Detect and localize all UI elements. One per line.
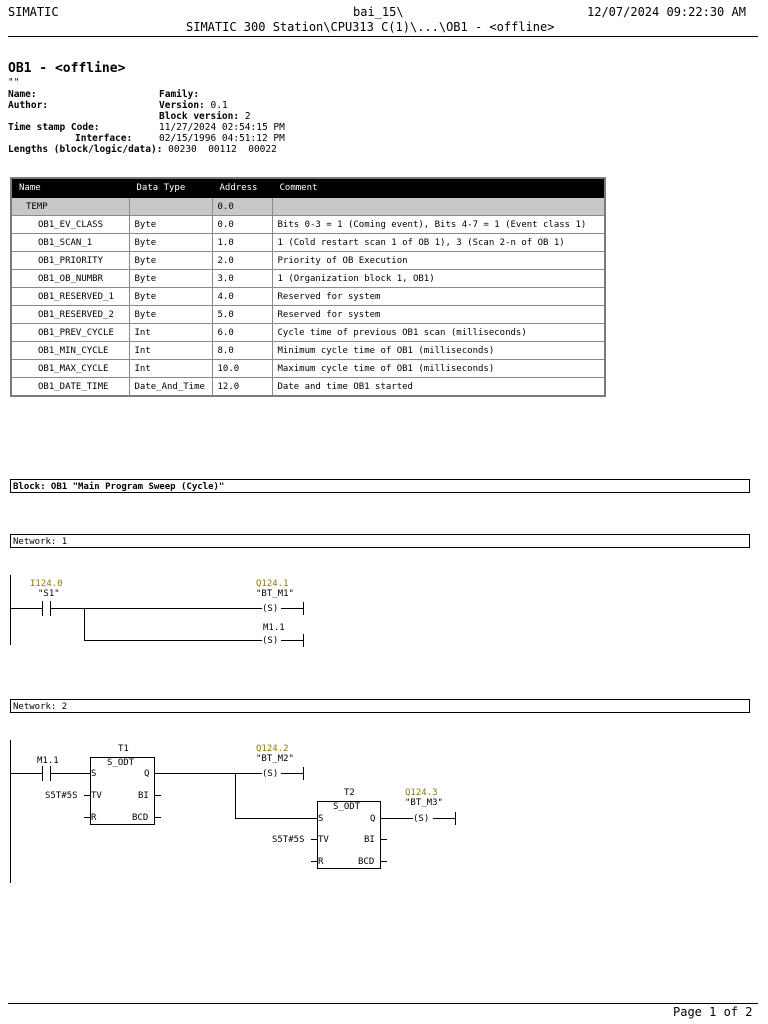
name-label: Name: xyxy=(8,89,37,100)
cell-comment xyxy=(272,198,605,216)
timestamp-label: Time stamp Code: xyxy=(8,122,100,133)
cell-address: 6.0 xyxy=(212,324,272,342)
t1-pin-bi: BI xyxy=(138,791,149,801)
network-2-ladder xyxy=(0,735,768,885)
cell-datatype: Byte xyxy=(129,270,212,288)
cell-address: 12.0 xyxy=(212,378,272,397)
cell-comment: 1 (Organization block 1, OB1) xyxy=(272,270,605,288)
t2-pin-bi: BI xyxy=(364,835,375,845)
lengths-value: 00230 00112 00022 xyxy=(168,144,277,155)
interface-label: Interface: xyxy=(75,133,133,144)
n1-coil1-set: (S) xyxy=(262,604,279,614)
t2-pin-tv: TV xyxy=(318,835,329,845)
cell-datatype xyxy=(129,198,212,216)
n1-coil2-set: (S) xyxy=(262,636,279,646)
lengths-label: Lengths (block/logic/data): xyxy=(8,144,163,155)
cell-comment: Date and time OB1 started xyxy=(272,378,605,397)
t1-pin-bcd: BCD xyxy=(132,813,149,823)
n1-coil2-addr: M1.1 xyxy=(263,623,285,633)
cell-name: TEMP xyxy=(11,198,129,216)
cell-name: OB1_OB_NUMBR xyxy=(11,270,129,288)
n1-coil1-sym: "BT_M1" xyxy=(256,589,294,599)
timestamp-value: 11/27/2024 02:54:15 PM xyxy=(159,122,285,133)
author-label: Author: xyxy=(8,100,49,111)
block-version-row xyxy=(159,111,251,122)
block-version-value: 2 xyxy=(244,111,251,122)
timer-t1-type: S_ODT xyxy=(107,758,135,768)
cell-datatype: Date_And_Time xyxy=(129,378,212,397)
cell-address: 8.0 xyxy=(212,342,272,360)
cell-name: OB1_SCAN_1 xyxy=(11,234,129,252)
cell-name: OB1_PRIORITY xyxy=(11,252,129,270)
table-header-row xyxy=(11,178,605,198)
table-row xyxy=(11,324,605,342)
t1-tv-value: S5T#5S xyxy=(45,791,78,801)
network-1-ladder xyxy=(0,570,768,650)
network-1-bar: Network: 1 xyxy=(10,534,750,548)
header-datetime: 12/07/2024 09:22:30 AM xyxy=(587,5,746,19)
version-row xyxy=(159,100,228,111)
n2-contact-addr: M1.1 xyxy=(37,756,59,766)
timer-t2-type: S_ODT xyxy=(333,802,361,812)
cell-datatype: Int xyxy=(129,342,212,360)
cell-name: OB1_RESERVED_2 xyxy=(11,306,129,324)
cell-datatype: Byte xyxy=(129,216,212,234)
t2-pin-bcd: BCD xyxy=(358,857,375,867)
cell-comment: Reserved for system xyxy=(272,306,605,324)
t2-pin-q: Q xyxy=(370,814,376,824)
cell-comment: Cycle time of previous OB1 scan (milliseconds) xyxy=(272,324,605,342)
cell-datatype: Int xyxy=(129,360,212,378)
cell-address: 0.0 xyxy=(212,216,272,234)
cell-name: OB1_PREV_CYCLE xyxy=(11,324,129,342)
table-row xyxy=(11,234,605,252)
t2-pin-s: S xyxy=(318,814,324,824)
block-title: OB1 - <offline> xyxy=(8,61,126,76)
family-label: Family: xyxy=(159,89,200,100)
header-app: SIMATIC xyxy=(8,5,59,19)
table-row xyxy=(11,306,605,324)
table-row xyxy=(11,342,605,360)
block-bar xyxy=(10,479,750,493)
header-path: SIMATIC 300 Station\CPU313 C(1)\...\OB1 - <offline> xyxy=(186,20,555,34)
col-header-name: Name xyxy=(11,178,129,198)
timer-t1-name: T1 xyxy=(118,744,129,754)
cell-name: OB1_MIN_CYCLE xyxy=(11,342,129,360)
cell-comment: Bits 0-3 = 1 (Coming event), Bits 4-7 = 1 (Event class 1) xyxy=(272,216,605,234)
table-row xyxy=(11,198,605,216)
block-quotes: "" xyxy=(8,77,20,88)
network-2-bar: Network: 2 xyxy=(10,699,750,713)
table-row xyxy=(11,270,605,288)
cell-comment: Priority of OB Execution xyxy=(272,252,605,270)
col-header-datatype: Data Type xyxy=(129,178,212,198)
cell-address: 0.0 xyxy=(212,198,272,216)
n2-coil2-addr: Q124.3 xyxy=(405,788,438,798)
cell-address: 1.0 xyxy=(212,234,272,252)
cell-address: 2.0 xyxy=(212,252,272,270)
cell-address: 4.0 xyxy=(212,288,272,306)
page-number: Page 1 of 2 xyxy=(673,1005,753,1019)
version-label: Version: xyxy=(159,100,205,111)
table-row xyxy=(11,378,605,397)
cell-address: 5.0 xyxy=(212,306,272,324)
footer-divider xyxy=(8,1003,758,1004)
n2-coil2-sym: "BT_M3" xyxy=(405,798,443,808)
t1-pin-s: S xyxy=(91,769,97,779)
cell-name: OB1_RESERVED_1 xyxy=(11,288,129,306)
cell-name: OB1_MAX_CYCLE xyxy=(11,360,129,378)
t2-tv-value: S5T#5S xyxy=(272,835,305,845)
n1-coil1-addr: Q124.1 xyxy=(256,579,289,589)
table-row xyxy=(11,288,605,306)
header-project: bai_15\ xyxy=(353,5,404,19)
cell-datatype: Byte xyxy=(129,252,212,270)
header-divider xyxy=(8,36,758,37)
cell-name: OB1_EV_CLASS xyxy=(11,216,129,234)
block-version-label: Block version: xyxy=(159,111,240,122)
cell-address: 10.0 xyxy=(212,360,272,378)
cell-comment: Reserved for system xyxy=(272,288,605,306)
interface-value: 02/15/1996 04:51:12 PM xyxy=(159,133,285,144)
declaration-table xyxy=(10,177,606,397)
t2-pin-r: R xyxy=(318,857,324,867)
version-value: 0.1 xyxy=(210,100,228,111)
cell-comment: Minimum cycle time of OB1 (milliseconds) xyxy=(272,342,605,360)
block-bar-label: Block: OB1 xyxy=(13,482,68,492)
cell-address: 3.0 xyxy=(212,270,272,288)
col-header-address: Address xyxy=(212,178,272,198)
table-row xyxy=(11,360,605,378)
cell-datatype: Int xyxy=(129,324,212,342)
block-bar-title: "Main Program Sweep (Cycle)" xyxy=(72,482,225,492)
n1-contact-addr: I124.0 xyxy=(30,579,63,589)
t1-pin-r: R xyxy=(91,813,97,823)
n2-coil2-set: (S) xyxy=(413,814,430,824)
n2-coil1-set: (S) xyxy=(262,769,279,779)
cell-datatype: Byte xyxy=(129,234,212,252)
n2-coil1-sym: "BT_M2" xyxy=(256,754,294,764)
table-row xyxy=(11,252,605,270)
t1-pin-tv: TV xyxy=(91,791,102,801)
n1-contact-sym: "S1" xyxy=(38,589,60,599)
cell-name: OB1_DATE_TIME xyxy=(11,378,129,397)
cell-datatype: Byte xyxy=(129,288,212,306)
cell-comment: Maximum cycle time of OB1 (milliseconds) xyxy=(272,360,605,378)
timer-t2-name: T2 xyxy=(344,788,355,798)
n2-coil1-addr: Q124.2 xyxy=(256,744,289,754)
table-row xyxy=(11,216,605,234)
cell-comment: 1 (Cold restart scan 1 of OB 1), 3 (Scan 2-n of OB 1) xyxy=(272,234,605,252)
col-header-comment: Comment xyxy=(272,178,605,198)
cell-datatype: Byte xyxy=(129,306,212,324)
t1-pin-q: Q xyxy=(144,769,150,779)
lengths-row xyxy=(8,144,277,155)
